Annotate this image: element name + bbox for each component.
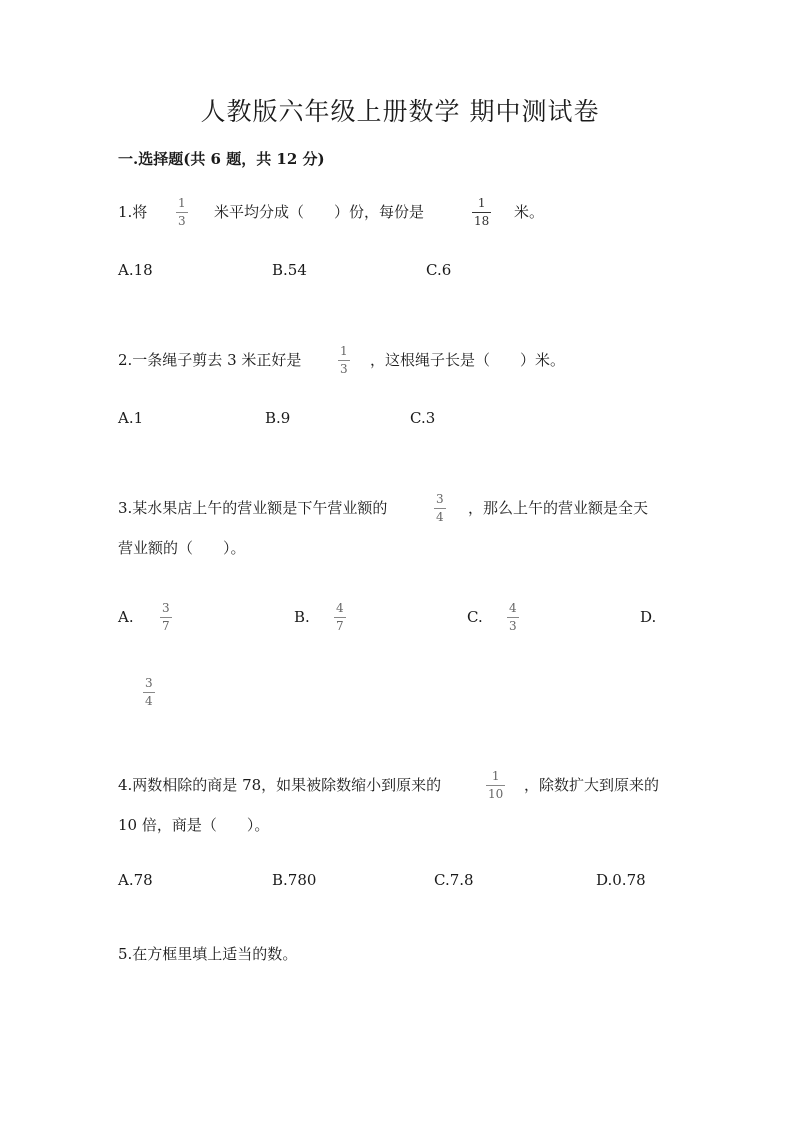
q2-option-b[interactable]: B.9 <box>265 409 291 427</box>
q4-option-d[interactable]: D.0.78 <box>596 871 646 889</box>
q4-text-part2: ，除数扩大到原来的 <box>524 776 660 794</box>
q1-fraction-1 <box>176 197 188 228</box>
fraction-bar <box>472 212 491 213</box>
q1-text-part2: 米平均分成（ ）份，每份是 <box>214 203 425 221</box>
q3-text-part2: ，那么上午的营业额是全天 <box>468 499 649 517</box>
q3-option-a-numerator: 3 <box>162 601 170 615</box>
fraction-bar <box>176 212 188 213</box>
fraction-bar <box>143 692 155 693</box>
q3-option-a-denominator: 7 <box>162 619 170 633</box>
q3-text-line2: 营业额的（ ）。 <box>118 539 246 557</box>
q1-option-a[interactable]: A.18 <box>118 261 153 279</box>
q1-option-b[interactable]: B.54 <box>272 261 307 279</box>
q3-fraction-1-denominator: 4 <box>436 510 444 524</box>
q1-fraction-2 <box>472 197 491 228</box>
q3-option-d-denominator: 4 <box>145 694 153 708</box>
q3-option-b-label[interactable]: B. <box>294 608 310 626</box>
q3-option-a-fraction[interactable] <box>160 602 172 633</box>
q3-option-d-numerator: 3 <box>145 676 153 690</box>
q3-option-a-label[interactable]: A. <box>118 608 134 626</box>
q2-fraction-1-numerator: 1 <box>340 344 348 358</box>
q3-option-b-fraction[interactable] <box>334 602 346 633</box>
q2-fraction-1 <box>338 345 350 376</box>
q1-fraction-1-numerator: 1 <box>178 196 186 210</box>
q3-fraction-1 <box>434 493 446 524</box>
q3-option-b-denominator: 7 <box>336 619 344 633</box>
q3-text-part1: 3.某水果店上午的营业额是下午营业额的 <box>118 499 388 517</box>
fraction-bar <box>334 617 346 618</box>
q4-option-a[interactable]: A.78 <box>118 871 153 889</box>
section-heading: 一.选择题(共 6 题，共 12 分) <box>118 150 325 168</box>
q2-option-c[interactable]: C.3 <box>410 409 436 427</box>
q4-option-c[interactable]: C.7.8 <box>434 871 474 889</box>
fraction-bar <box>434 508 446 509</box>
q4-fraction-1 <box>486 770 505 801</box>
q4-option-b[interactable]: B.780 <box>272 871 317 889</box>
q2-fraction-1-denominator: 3 <box>340 362 348 376</box>
q1-text-part1: 1.将 <box>118 203 148 221</box>
q4-text-line2: 10 倍，商是（ ）。 <box>118 816 270 834</box>
q1-fraction-2-denominator: 18 <box>474 214 490 228</box>
q3-fraction-1-numerator: 3 <box>436 492 444 506</box>
fraction-bar <box>338 360 350 361</box>
fraction-bar <box>507 617 519 618</box>
q3-option-c-fraction[interactable] <box>507 602 519 633</box>
q3-option-d-fraction[interactable] <box>143 677 155 708</box>
q3-option-d-label[interactable]: D. <box>640 608 657 626</box>
q2-text-part2: ，这根绳子长是（ ）米。 <box>370 351 566 369</box>
page-title: 人教版六年级上册数学 期中测试卷 <box>200 97 600 126</box>
q1-text-part3: 米。 <box>514 203 545 221</box>
fraction-bar <box>160 617 172 618</box>
q2-option-a[interactable]: A.1 <box>118 409 144 427</box>
q1-fraction-1-denominator: 3 <box>178 214 186 228</box>
q2-text-part1: 2.一条绳子剪去 3 米正好是 <box>118 351 302 369</box>
q3-option-b-numerator: 4 <box>336 601 344 615</box>
q3-option-c-numerator: 4 <box>509 601 517 615</box>
q5-text: 5.在方框里填上适当的数。 <box>118 945 298 963</box>
q4-text-part1: 4.两数相除的商是 78，如果被除数缩小到原来的 <box>118 776 442 794</box>
q3-option-c-label[interactable]: C. <box>467 608 483 626</box>
q3-option-c-denominator: 3 <box>509 619 517 633</box>
q4-fraction-1-denominator: 10 <box>488 787 504 801</box>
fraction-bar <box>486 785 505 786</box>
q1-fraction-2-numerator: 1 <box>477 196 486 210</box>
q1-option-c[interactable]: C.6 <box>426 261 452 279</box>
q4-fraction-1-numerator: 1 <box>491 769 500 783</box>
